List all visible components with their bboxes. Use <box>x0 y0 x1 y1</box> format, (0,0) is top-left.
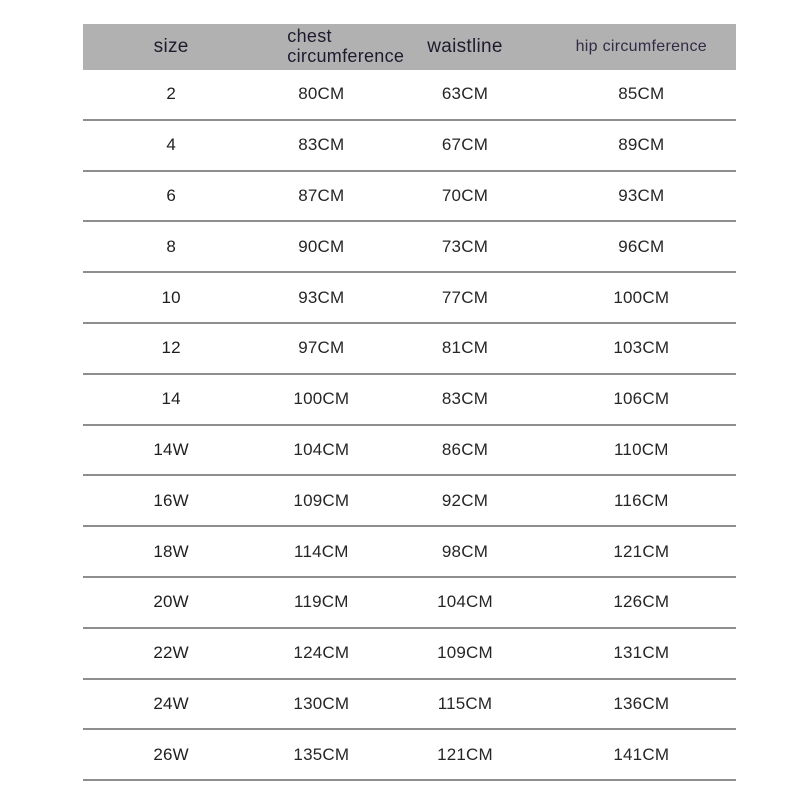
cell-size: 2 <box>166 84 176 104</box>
table-row <box>83 273 736 324</box>
cell-size: 4 <box>166 135 176 155</box>
table-row <box>83 375 736 426</box>
cell-waistline: 98CM <box>441 541 489 561</box>
cell-waistline: 70CM <box>441 185 489 205</box>
cell-waistline: 109CM <box>437 643 493 663</box>
cell-chest-circumference: 109CM <box>293 490 350 510</box>
table-row <box>83 730 736 781</box>
cell-hip-circumference: 116CM <box>614 490 669 510</box>
cell-size: 14W <box>153 439 189 459</box>
table-row <box>83 426 736 477</box>
cell-chest-circumference: 130CM <box>293 693 350 713</box>
column-header-chest-circumference: chest circumference <box>287 26 405 66</box>
cell-hip-circumference: 121CM <box>613 541 670 561</box>
cell-chest-circumference: 80CM <box>298 84 345 104</box>
cell-waistline: 86CM <box>441 439 489 459</box>
cell-waistline: 63CM <box>441 84 489 104</box>
table-row <box>83 527 736 578</box>
cell-hip-circumference: 110CM <box>614 439 669 459</box>
cell-waistline: 73CM <box>441 236 489 256</box>
table-body <box>83 70 736 781</box>
cell-size: 16W <box>153 490 189 510</box>
cell-hip-circumference: 89CM <box>618 135 665 155</box>
cell-size: 14 <box>161 389 181 409</box>
cell-hip-circumference: 96CM <box>618 236 665 256</box>
cell-size: 26W <box>153 744 189 764</box>
table-row <box>83 172 736 223</box>
size-chart-table <box>83 24 736 781</box>
cell-waistline: 121CM <box>437 744 493 764</box>
cell-size: 8 <box>166 236 176 256</box>
cell-size: 12 <box>161 338 181 358</box>
cell-size: 6 <box>166 185 176 205</box>
cell-chest-circumference: 93CM <box>298 287 345 307</box>
table-row <box>83 324 736 375</box>
table-header-row <box>83 24 736 70</box>
cell-size: 18W <box>153 541 189 561</box>
cell-hip-circumference: 103CM <box>613 338 670 358</box>
column-header-waistline: waistline <box>427 35 503 57</box>
table-row <box>83 629 736 680</box>
cell-waistline: 67CM <box>441 135 489 155</box>
table-row <box>83 476 736 527</box>
cell-waistline: 92CM <box>441 490 489 510</box>
cell-size: 10 <box>161 287 181 307</box>
cell-hip-circumference: 85CM <box>618 84 665 104</box>
column-header-size: size <box>153 35 189 57</box>
cell-hip-circumference: 126CM <box>613 592 670 612</box>
cell-hip-circumference: 100CM <box>613 287 670 307</box>
cell-size: 20W <box>153 592 189 612</box>
cell-hip-circumference: 131CM <box>613 643 670 663</box>
cell-chest-circumference: 90CM <box>298 236 345 256</box>
cell-chest-circumference: 124CM <box>293 643 350 663</box>
cell-waistline: 83CM <box>441 389 489 409</box>
cell-waistline: 115CM <box>437 693 493 713</box>
table-row <box>83 578 736 629</box>
cell-chest-circumference: 135CM <box>293 744 350 764</box>
cell-hip-circumference: 141CM <box>613 744 670 764</box>
cell-chest-circumference: 119CM <box>294 592 349 612</box>
cell-size: 24W <box>153 693 189 713</box>
table-row <box>83 121 736 172</box>
cell-hip-circumference: 136CM <box>613 693 670 713</box>
cell-chest-circumference: 87CM <box>298 185 345 205</box>
cell-chest-circumference: 114CM <box>294 541 349 561</box>
column-header-hip-circumference: hip circumference <box>575 38 707 56</box>
table-row <box>83 222 736 273</box>
cell-waistline: 81CM <box>441 338 489 358</box>
cell-hip-circumference: 106CM <box>613 389 670 409</box>
cell-chest-circumference: 83CM <box>298 135 345 155</box>
cell-hip-circumference: 93CM <box>618 185 665 205</box>
table-row <box>83 70 736 121</box>
cell-waistline: 77CM <box>441 287 489 307</box>
cell-waistline: 104CM <box>437 592 493 612</box>
cell-chest-circumference: 104CM <box>293 439 350 459</box>
cell-chest-circumference: 97CM <box>298 338 345 358</box>
table-row <box>83 680 736 731</box>
cell-size: 22W <box>153 643 189 663</box>
cell-chest-circumference: 100CM <box>293 389 350 409</box>
